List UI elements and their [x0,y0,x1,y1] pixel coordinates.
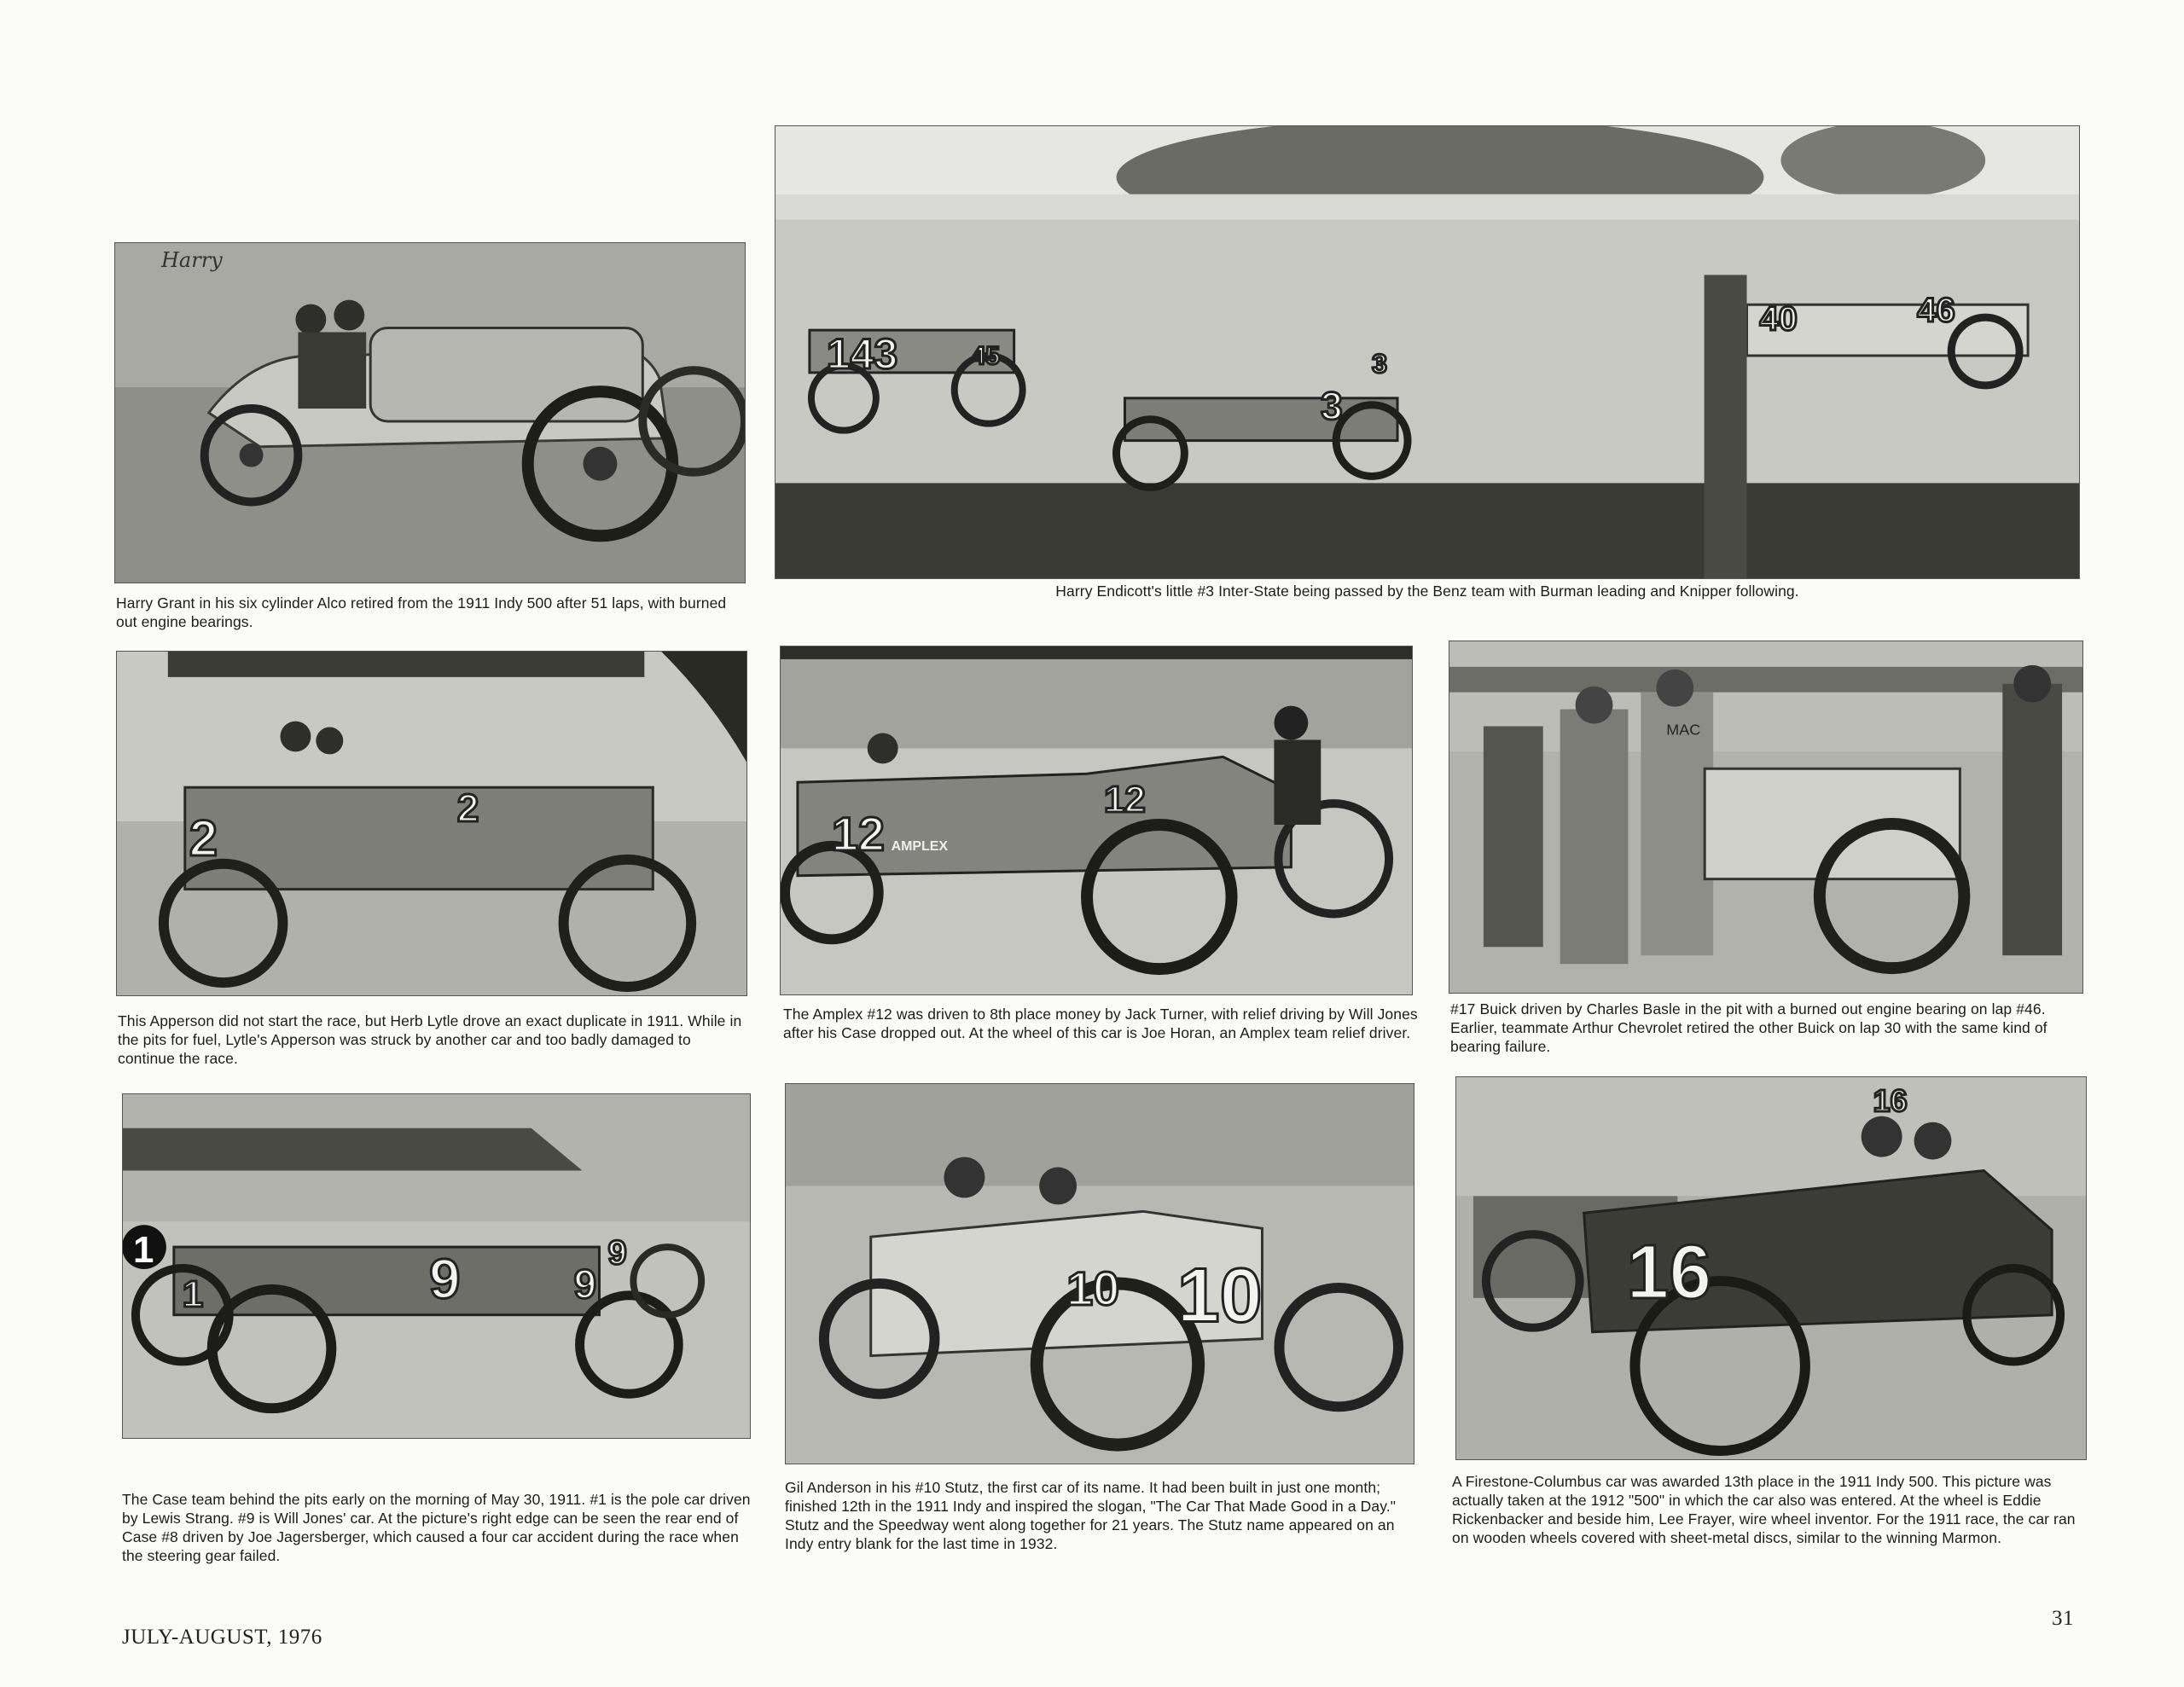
car-number-3: 3 [1321,383,1343,428]
caption-interstate-benz: Harry Endicott's little #3 Inter-State being passed by the Benz team with Burman leading and Knipper following. [1055,583,1799,600]
car-number-45: 45 [971,341,1001,370]
car-number-12-hood: 12 [1103,779,1146,821]
car-number-3b: 3 [1372,347,1387,379]
issue-date: JULY-AUGUST, 1976 [122,1626,322,1649]
caption-amplex: The Amplex #12 was driven to 8th place money by Jack Turner, with relief driving by Will Jones after his Case dropped out. At the wheel of this car is Joe Horan, an Amplex team relief driver. [783,1006,1418,1041]
amplex-car-illustration [781,646,1412,994]
caption-case-team: The Case team behind the pits early on the morning of May 30, 1911. #1 is the pole car driven by Lewis Strang. #9 is Will Jones' car. At the picture's right edge can be seen the rear end of Case #8 driven by Joe Jagersberger, which caused a four car accident during the race when the steering gear failed. [122,1491,751,1564]
caption-apperson: This Apperson did not start the race, but Herb Lytle drove an exact duplicate in 1911. While in the pits for fuel, Lytle's Apperson was struck by another car and too badly damaged to continue the race. [118,1012,742,1067]
car-number-2-side: 2 [456,786,479,831]
photo-apperson [116,651,747,996]
amplex-lettering: AMPLEX [891,838,949,854]
car-number-1b: 1 [182,1272,204,1315]
race-track-illustration [775,126,2079,578]
car-number-12: 12 [831,807,885,861]
photo-case-team [122,1093,751,1439]
car-number-143: 143 [826,329,898,378]
car-number-16-tag: 16 [1873,1083,1908,1118]
photo-buick [1449,641,2083,994]
car-number-40: 40 [1759,300,1798,339]
mac-lettering: MAC [1666,721,1701,739]
page-number: 31 [2052,1607,2074,1630]
firestone-columbus-illustration [1456,1077,2086,1459]
alco-car-illustration [115,243,745,583]
car-number-2: 2 [189,809,218,867]
apperson-car-illustration [117,652,746,995]
photo-amplex [780,646,1413,995]
car-number-10-side: 10 [1066,1261,1120,1315]
stutz-car-illustration [786,1084,1414,1464]
handwritten-name: Harry [161,248,223,272]
photo-firestone-columbus [1455,1076,2087,1460]
car-number-10: 10 [1176,1253,1263,1339]
buick-pit-illustration [1449,641,2082,993]
caption-buick: #17 Buick driven by Charles Basle in the pit with a burned out engine bearing on lap #46. Earlier, teammate Arthur Chevrolet retired the other Buick on lap 30 with the same kind of bearing failure. [1450,1000,2048,1055]
caption-firestone-columbus: A Firestone-Columbus car was awarded 13th place in the 1911 Indy 500. This picture was actually taken at the 1912 "500" in which the car also was entered. At the wheel is Eddie Rickenbacker and beside him, Lee Frayer, wire wheel inventor. For the 1911 race, the car ran on wooden wheels covered with sheet-metal discs, similar to the winning Marmon. [1452,1473,2076,1546]
car-number-9b: 9 [573,1261,597,1307]
car-number-46: 46 [1917,292,1955,330]
car-number-16: 16 [1626,1229,1712,1315]
photo-alco [114,242,746,583]
caption-stutz: Gil Anderson in his #10 Stutz, the first car of its name. It had been built in just one month; finished 12th in the 1911 Indy and inspired the slogan, "The Car That Made Good in a Day." Stutz and the Speedway went along together for 21 years. The Stutz name appeared on an Indy entry blank for the last time in 1932. [785,1479,1397,1552]
caption-alco: Harry Grant in his six cylinder Alco retired from the 1911 Indy 500 after 51 laps, with burned out engine bearings. [116,594,727,630]
photo-interstate-benz [775,125,2080,579]
car-number-1: 1 [132,1229,154,1272]
photo-stutz [785,1083,1414,1464]
case-team-illustration [123,1094,750,1438]
car-number-9: 9 [429,1246,461,1310]
car-number-9c: 9 [607,1234,627,1272]
